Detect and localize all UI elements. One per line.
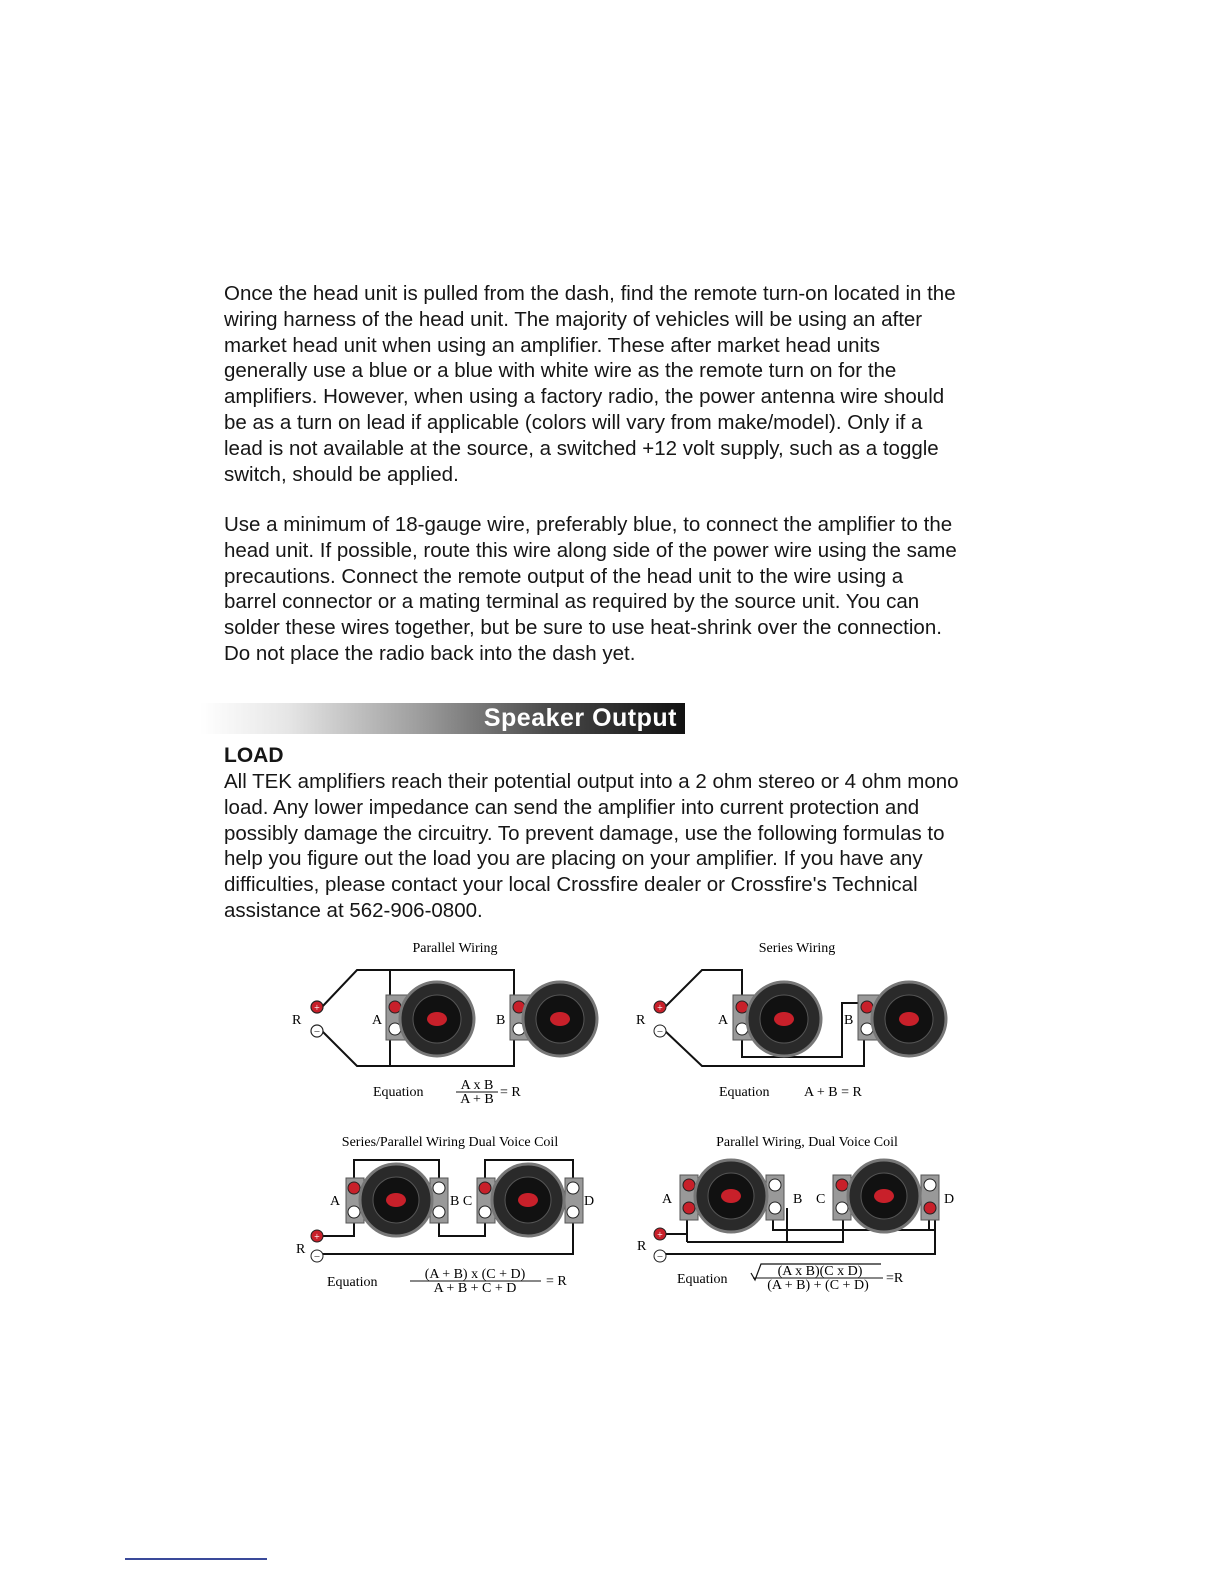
label-d: D xyxy=(944,1192,955,1207)
equation-result: = R xyxy=(546,1274,567,1289)
svg-text:−: − xyxy=(656,1026,664,1038)
equation-numerator: (A + B) x (C + D) xyxy=(424,1267,526,1282)
label-r: R xyxy=(637,1239,647,1254)
diagram-title: Parallel Wiring, Dual Voice Coil xyxy=(716,1135,898,1150)
label-r: R xyxy=(296,1242,306,1257)
equation-numerator: A x B xyxy=(460,1078,494,1093)
equation-label: Equation xyxy=(677,1272,728,1287)
equation-label: Equation xyxy=(373,1085,424,1100)
section-title: Speaker Output xyxy=(483,704,677,732)
diagram-parallel-wiring xyxy=(285,935,615,1115)
diagram-title: Series Wiring xyxy=(758,941,836,956)
svg-text:+: + xyxy=(657,1230,663,1241)
diagram-series-parallel-dvc xyxy=(290,1130,620,1310)
label-b: B xyxy=(793,1192,803,1207)
equation-denominator: A + B + C + D xyxy=(433,1281,517,1296)
label-bc: B C xyxy=(450,1194,473,1209)
equation-denominator: (A + B) + (C + D) xyxy=(767,1278,869,1293)
label-a: A xyxy=(718,1013,729,1028)
label-r: R xyxy=(292,1013,302,1028)
equation-label: Equation xyxy=(719,1085,770,1100)
equation-denominator: A + B xyxy=(460,1092,494,1107)
equation-formula: A + B = R xyxy=(804,1085,862,1100)
svg-text:+: + xyxy=(314,1003,320,1014)
equation-result: = R xyxy=(500,1085,521,1100)
paragraph-load: All TEK amplifiers reach their potential output into a 2 ohm stereo or 4 ohm mono load. Any lower impedance can send the amplifier into current protection and possibly damage the circuitry. To prevent damage, use the following formulas to help you figure out the load you are placing on your amplifier. If you have any difficulties, please contact your local Crossfire dealer or Crossfire's Technical assistance at 562-906-0800. xyxy=(224,770,959,922)
label-a: A xyxy=(372,1013,383,1028)
label-r: R xyxy=(636,1013,646,1028)
svg-text:−: − xyxy=(313,1026,321,1038)
svg-text:−: − xyxy=(656,1251,664,1263)
label-a: A xyxy=(662,1192,673,1207)
label-d: D xyxy=(584,1194,595,1209)
diagram-title: Parallel Wiring xyxy=(412,941,498,956)
diagram-title: Series/Parallel Wiring Dual Voice Coil xyxy=(341,1135,559,1150)
label-a: A xyxy=(330,1194,341,1209)
equation-numerator: (A x B)(C x D) xyxy=(777,1264,863,1279)
diagram-parallel-dvc xyxy=(633,1130,963,1310)
paragraph-remote-wire: Use a minimum of 18-gauge wire, preferably blue, to connect the amplifier to the head unit. If possible, route this wire along side of the power wire using the same precautions. Connect the remote output of the head unit to the wire using a barrel connector or a mating terminal as required by the source unit. You can solder these wires together, but be sure to use heat-shrink over the connection. Do not place the radio back into the dash yet. xyxy=(224,513,957,665)
section-banner xyxy=(200,703,685,734)
svg-text:+: + xyxy=(314,1232,320,1243)
label-c: C xyxy=(816,1192,826,1207)
svg-text:−: − xyxy=(313,1251,321,1263)
diagram-series-wiring xyxy=(632,935,962,1115)
load-heading: LOAD xyxy=(224,744,284,767)
equation-label: Equation xyxy=(327,1275,378,1290)
equation-result: =R xyxy=(886,1271,904,1286)
intro-paragraph-remote-turn-on: Once the head unit is pulled from the dash, find the remote turn-on located in the wiring harness of the head unit. The majority of vehicles will be using an after market head unit when using an amplifier. These after market head units generally use a blue or a blue with white wire as the remote turn on for the amplifiers. However, when using a factory radio, the power antenna wire should be as a turn on lead if applicable (colors will vary from make/model). Only if a lead is not available at the source, a switched +12 volt supply, such as a toggle switch, should be applied. xyxy=(224,282,956,486)
label-b: B xyxy=(844,1013,854,1028)
svg-text:+: + xyxy=(657,1003,663,1014)
footer-rule xyxy=(125,1558,267,1560)
label-b: B xyxy=(496,1013,506,1028)
